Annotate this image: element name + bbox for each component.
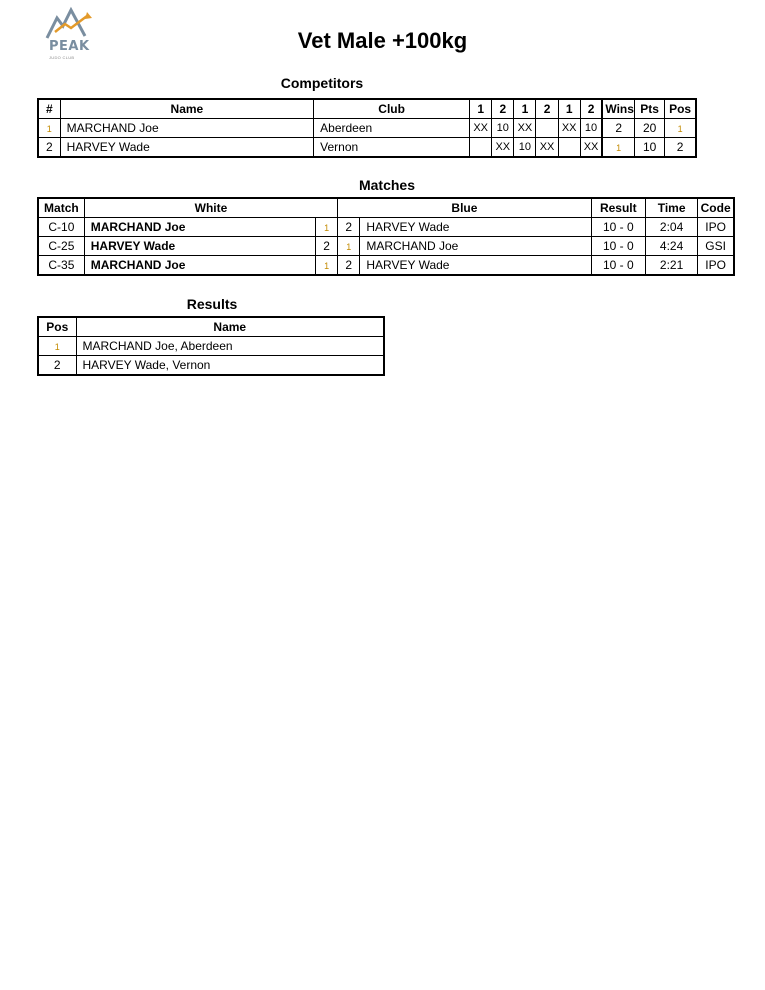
table-row (38, 256, 734, 276)
col-header: Time (645, 198, 697, 218)
match-id: C-35 (38, 256, 84, 276)
score-cell: 10 (580, 119, 602, 138)
score-cell (536, 119, 558, 138)
competitor-name: HARVEY Wade (60, 138, 314, 158)
result-name: HARVEY Wade, Vernon (76, 356, 384, 376)
match-time: 2:04 (645, 218, 697, 237)
match-id: C-25 (38, 237, 84, 256)
score-cell: XX (558, 119, 580, 138)
col-header: Match (38, 198, 84, 218)
result-pos: 2 (38, 356, 76, 376)
page-title: Vet Male +100kg (297, 28, 468, 53)
matches-table (37, 197, 735, 276)
competitor-club: Vernon (314, 138, 470, 158)
competitor-number: 2 (38, 138, 60, 158)
col-header: 2 (492, 99, 514, 119)
match-time: 2:21 (645, 256, 697, 276)
score-cell (470, 138, 492, 158)
white-number: 1 (324, 223, 330, 233)
col-header: Pts (635, 99, 665, 119)
match-result: 10 - 0 (591, 218, 645, 237)
col-header: 2 (580, 99, 602, 119)
blue-player: HARVEY Wade (360, 256, 591, 276)
col-header: Code (698, 198, 734, 218)
score-cell: XX (470, 119, 492, 138)
pos-cell: 1 (677, 124, 683, 134)
blue-player: HARVEY Wade (360, 218, 591, 237)
score-cell (558, 138, 580, 158)
table-row (38, 356, 384, 376)
white-number: 1 (324, 261, 330, 271)
match-result: 10 - 0 (591, 256, 645, 276)
pts-cell: 10 (635, 138, 665, 158)
match-result: 10 - 0 (591, 237, 645, 256)
pos-cell: 2 (665, 138, 696, 158)
col-header: 1 (514, 99, 536, 119)
result-pos: 1 (54, 342, 60, 352)
logo-brand-text: PEAK (49, 39, 90, 54)
match-time: 4:24 (645, 237, 697, 256)
competitor-name: MARCHAND Joe (60, 119, 314, 138)
table-row (38, 138, 696, 158)
match-code: IPO (698, 218, 734, 237)
table-row (38, 337, 384, 356)
results-heading: Results (186, 296, 238, 312)
score-cell: XX (580, 138, 602, 158)
matches-heading: Matches (358, 177, 416, 193)
result-name: MARCHAND Joe, Aberdeen (76, 337, 384, 356)
score-cell: 10 (514, 138, 536, 158)
blue-number: 2 (338, 256, 360, 276)
matches-header-row (38, 198, 734, 218)
competitor-club: Aberdeen (314, 119, 470, 138)
col-header: # (38, 99, 60, 119)
results-table (37, 316, 385, 376)
col-header: Club (314, 99, 470, 119)
match-id: C-10 (38, 218, 84, 237)
logo-sub-text: JUDO CLUB (49, 55, 75, 60)
wins-cell: 1 (616, 143, 622, 153)
match-code: GSI (698, 237, 734, 256)
col-header: Wins (602, 99, 634, 119)
col-header: Result (591, 198, 645, 218)
col-header: Name (76, 317, 384, 337)
score-cell: 10 (492, 119, 514, 138)
competitor-number: 1 (46, 124, 52, 134)
white-player: MARCHAND Joe (84, 256, 315, 276)
white-player: MARCHAND Joe (84, 218, 315, 237)
col-header: Name (60, 99, 314, 119)
blue-player: MARCHAND Joe (360, 237, 591, 256)
table-row (38, 218, 734, 237)
white-player: HARVEY Wade (84, 237, 315, 256)
score-cell: XX (536, 138, 558, 158)
pts-cell: 20 (635, 119, 665, 138)
col-header: White (84, 198, 337, 218)
col-header: 1 (470, 99, 492, 119)
competitors-table (37, 98, 697, 158)
score-cell: XX (492, 138, 514, 158)
blue-number: 1 (346, 242, 352, 252)
competitors-heading: Competitors (280, 75, 364, 91)
results-header-row (38, 317, 384, 337)
wins-cell: 2 (602, 119, 634, 138)
col-header: 2 (536, 99, 558, 119)
col-header: 1 (558, 99, 580, 119)
match-code: IPO (698, 256, 734, 276)
col-header: Pos (665, 99, 696, 119)
score-cell: XX (514, 119, 536, 138)
col-header: Blue (338, 198, 591, 218)
table-row (38, 237, 734, 256)
col-header: Pos (38, 317, 76, 337)
table-row (38, 119, 696, 138)
blue-number: 2 (338, 218, 360, 237)
white-number: 2 (316, 237, 338, 256)
competitors-header-row (38, 99, 696, 119)
